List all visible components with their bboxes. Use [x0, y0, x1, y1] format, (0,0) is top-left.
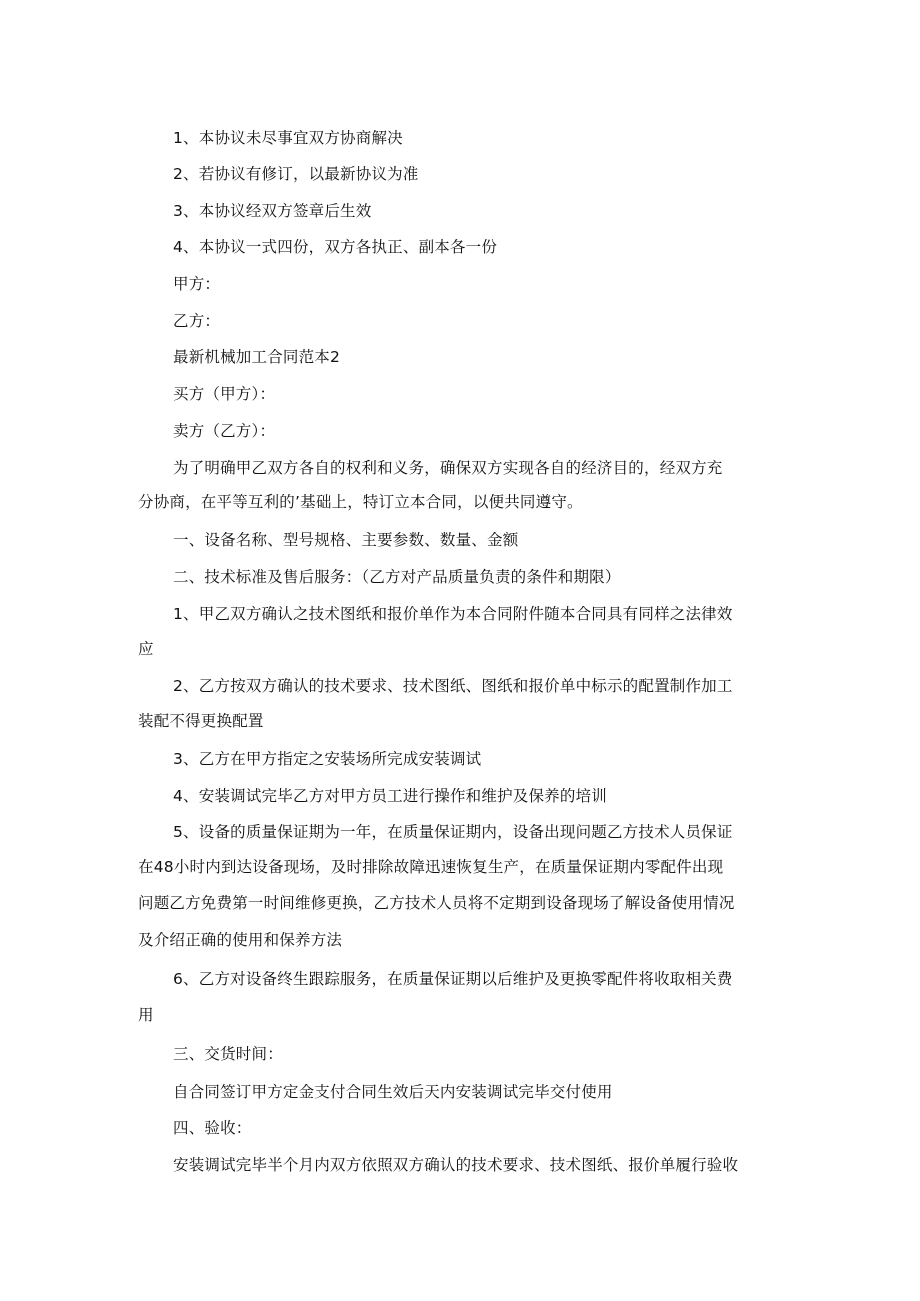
- tech-item-6-line-1: 6、乙方对设备终生跟踪服务，在质量保证期以后维护及更换零配件将收取相关费: [173, 970, 733, 988]
- clause-3: 3、本协议经双方签章后生效: [173, 202, 372, 220]
- tech-item-2-line-2: 装配不得更换配置: [138, 712, 264, 730]
- preamble-line-1: 为了明确甲乙双方各自的权利和义务，确保双方实现各自的经济目的，经双方充: [173, 459, 723, 477]
- tech-item-5-line-4: 及介绍正确的使用和保养方法: [138, 931, 343, 949]
- acceptance-text: 安装调试完毕半个月内双方依照双方确认的技术要求、技术图纸、报价单履行验收: [173, 1156, 739, 1174]
- tech-item-5-line-3: 问题乙方免费第一时间维修更换，乙方技术人员将不定期到设备现场了解设备使用情况: [138, 894, 735, 912]
- buyer-label: 买方（甲方）：: [173, 385, 276, 403]
- section-title: 最新机械加工合同范本2: [173, 348, 341, 366]
- tech-item-3: 3、乙方在甲方指定之安装场所完成安装调试: [173, 750, 482, 768]
- tech-item-1-line-1: 1、甲乙双方确认之技术图纸和报价单作为本合同附件随本合同具有同样之法律效: [173, 605, 733, 623]
- preamble-line-2: 分协商，在平等互利的’基础上，特订立本合同，以便共同遵守。: [138, 493, 583, 511]
- heading-2: 二、技术标准及售后服务：（乙方对产品质量负责的条件和期限）: [173, 568, 621, 586]
- tech-item-6-line-2: 用: [138, 1006, 154, 1024]
- seller-label: 卖方（乙方）：: [173, 422, 276, 440]
- tech-item-5-line-2: 在48小时内到达设备现场，及时排除故障迅速恢复生产，在质量保证期内零配件出现: [138, 858, 724, 876]
- heading-4: 四、验收：: [173, 1119, 252, 1137]
- tech-item-2-line-1: 2、乙方按双方确认的技术要求、技术图纸、图纸和报价单中标示的配置制作加工: [173, 677, 733, 695]
- heading-3: 三、交货时间：: [173, 1045, 283, 1063]
- party-a-label: 甲方：: [173, 275, 221, 293]
- heading-1: 一、设备名称、型号规格、主要参数、数量、金额: [173, 531, 519, 549]
- party-b-label: 乙方：: [173, 312, 221, 330]
- delivery-text: 自合同签订甲方定金支付合同生效后天内安装调试完毕交付使用: [173, 1083, 613, 1101]
- tech-item-5-line-1: 5、设备的质量保证期为一年，在质量保证期内，设备出现问题乙方技术人员保证: [173, 823, 733, 841]
- clause-4: 4、本协议一式四份，双方各执正、副本各一份: [173, 238, 498, 256]
- clause-1: 1、本协议未尽事宜双方协商解决: [173, 129, 403, 147]
- tech-item-1-line-2: 应: [138, 640, 154, 658]
- clause-2: 2、若协议有修订，以最新协议为准: [173, 165, 419, 183]
- tech-item-4: 4、安装调试完毕乙方对甲方员工进行操作和维护及保养的培训: [173, 787, 607, 805]
